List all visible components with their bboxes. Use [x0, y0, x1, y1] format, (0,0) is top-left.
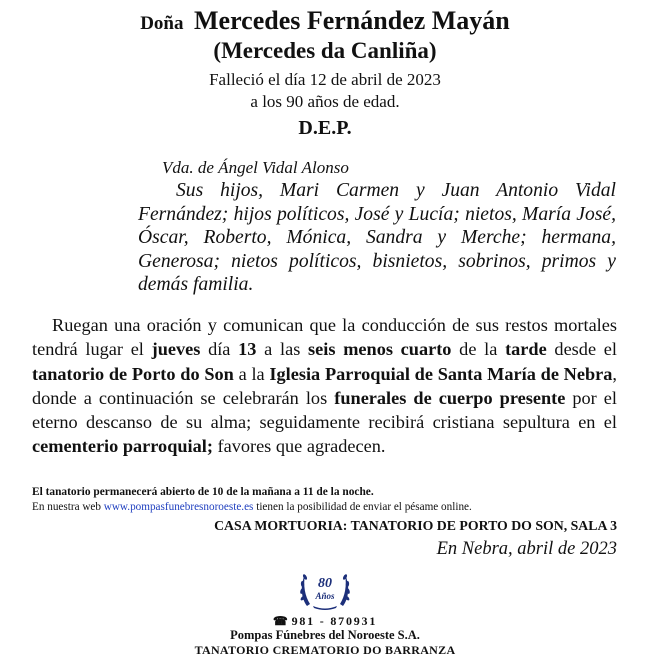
ceremony-text: Ruegan una oración y comunican que la conducción de sus restos mortales tendrá lugar el — [32, 315, 617, 360]
crematorium-name: TANATORIO CREMATORIO DO BARRANZA — [194, 643, 456, 657]
deceased-name-line — [0, 6, 650, 36]
phone-number: 981 - 870931 — [291, 614, 378, 628]
ceremony-origin: tanatorio de Porto do Son — [32, 363, 234, 384]
ceremony-period: tarde — [505, 339, 547, 360]
death-date: Falleció el día 12 de abril de 2023 — [209, 70, 441, 89]
family-block — [138, 157, 616, 297]
opening-hours-note: El tanatorio permanecerá abierto de 10 de la mañana a 11 de la noche. — [32, 486, 374, 498]
anniversary-logo — [293, 562, 357, 612]
ceremony-time: seis menos cuarto — [308, 339, 452, 360]
ceremony-text: desde el — [546, 339, 617, 360]
ceremony-cemetery: cementerio parroquial; — [32, 436, 213, 457]
place-and-date: En Nebra, abril de 2023 — [436, 539, 617, 559]
dep-heading: D.E.P. — [298, 117, 352, 139]
company-name: Pompas Fúnebres del Noroeste S.A. — [230, 628, 420, 642]
web-note-suffix: tienen la posibilidad de enviar el pésame online. — [253, 501, 472, 513]
logo-number: 80 — [318, 576, 332, 591]
phone-line — [0, 614, 650, 629]
ceremony-text: por el eterno descanso de su alma; seguidamente recibirá cristiana sepultura en el — [32, 387, 617, 433]
ceremony-text: a la — [233, 363, 270, 384]
ceremony-text: de la — [451, 339, 506, 360]
ceremony-day: 13 — [238, 339, 257, 360]
website-link[interactable]: www.pompasfunebresnoroeste.es — [103, 501, 254, 513]
ceremony-text: favores que agradecen. — [212, 436, 386, 457]
mortuary-location: CASA MORTUORIA: TANATORIO DE PORTO DO SON, SALA 3 — [214, 518, 617, 533]
widow-line: Vda. de Ángel Vidal Alonso — [162, 158, 349, 177]
ceremony-paragraph — [32, 313, 617, 459]
deceased-name: Mercedes Fernández Mayán — [194, 6, 510, 35]
ceremony-text: , donde a continuación se celebrarán los — [32, 363, 617, 408]
ceremony-church: Iglesia Parroquial de Santa María de Nebra — [269, 363, 613, 384]
ceremony-weekday: jueves — [151, 339, 201, 360]
ceremony-text: a las — [256, 339, 309, 360]
logo-word: Años — [315, 591, 335, 601]
age-at-death: a los 90 años de edad. — [250, 92, 400, 111]
ceremony-funeral: funerales de cuerpo presente — [334, 387, 566, 408]
online-condolence-note — [32, 501, 472, 513]
ceremony-text: día — [200, 339, 239, 360]
deceased-nickname: (Mercedes da Canliña) — [213, 38, 437, 63]
honorific: Doña — [140, 13, 184, 34]
web-note-prefix: En nuestra web — [32, 501, 104, 513]
phone-icon: ☎ — [272, 614, 290, 628]
family-members: Sus hijos, Mari Carmen y Juan Antonio Vidal Fernández; hijos políticos, José y Lucía; nietos, María José, Óscar, Roberto, Mónica, Sandra y Merche; hermana, Generosa; nietos políticos, bisnietos, sobrinos, primos y demás familia. — [138, 180, 616, 296]
